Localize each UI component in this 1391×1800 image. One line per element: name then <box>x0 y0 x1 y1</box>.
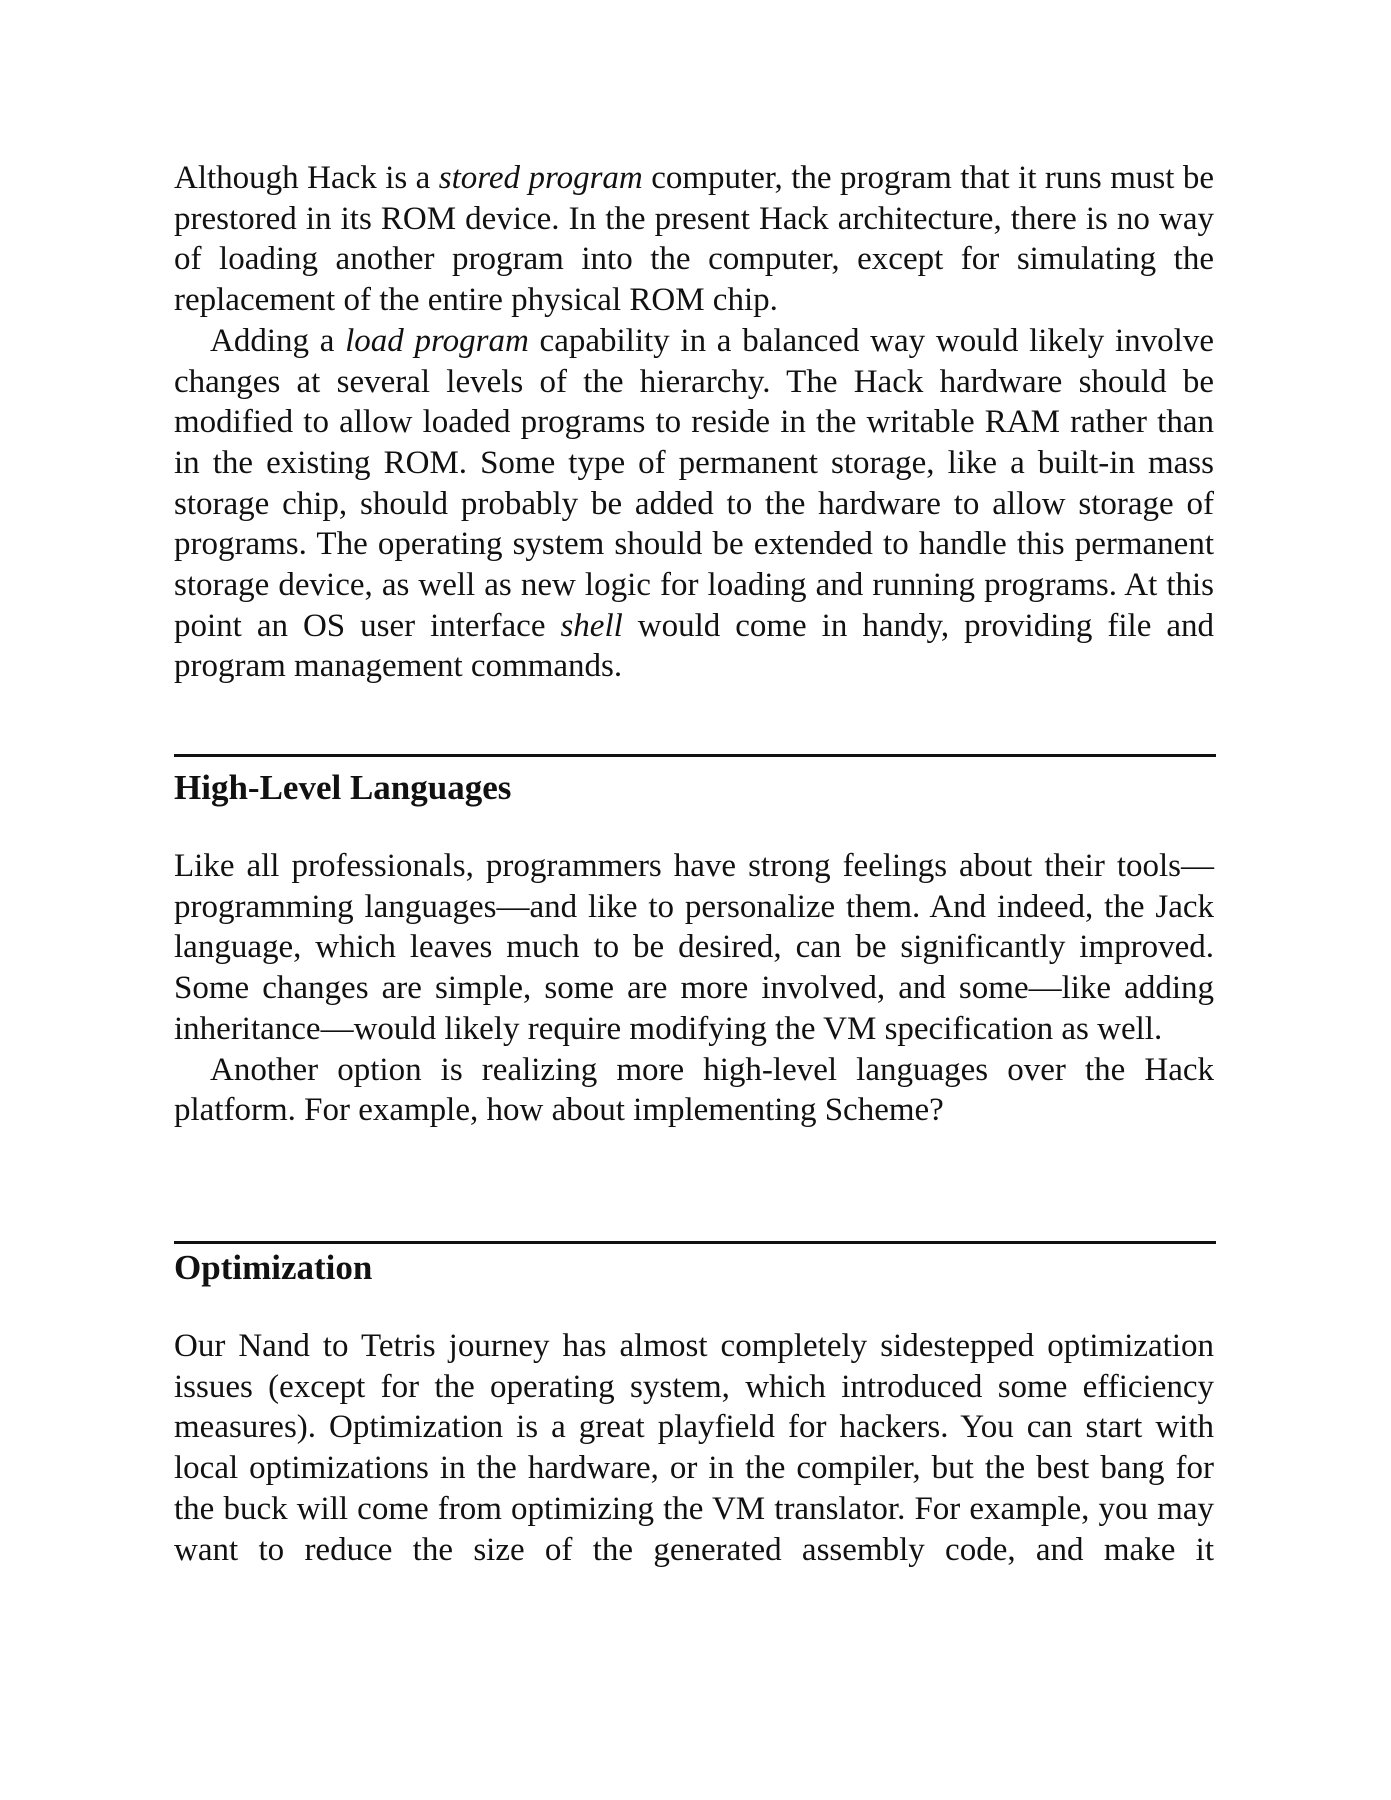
hll-paragraph-2: Another option is realizing more high-level languages over the Hack platform. For example, how about implementing Scheme? <box>174 1051 1214 1129</box>
heading-optimization: Optimization <box>174 1248 373 1287</box>
italic-term-shell: shell <box>560 607 623 644</box>
text-run: Although Hack is a <box>174 160 439 196</box>
italic-term-load-program: load program <box>345 322 529 359</box>
section-divider <box>174 1241 1216 1244</box>
hll-paragraph-1: Like all professionals, programmers have strong feelings about their tools—programming languages—and like to personalize them. And indeed, the Jack language, which leaves much to be desired, can be significantly improved. Some changes are simple, some are more involved, and some—like adding inheritance—would likely require modifying the VM specification as well. <box>174 848 1214 1047</box>
text-run: capability in a balanced way would likely involve changes at several levels of the hierarchy. The Hack hardware should be modified to allow loaded programs to reside in the writable RAM rather than in the existing ROM. Some type of permanent storage, like a built-in mass storage chip, should probably be added to the hardware to allow storage of programs. The operating system should be extended to handle this permanent storage device, as well as new logic for loading and running programs. At this point an OS user interface <box>174 322 1214 644</box>
text-run: computer, the program that it runs must be prestored in its ROM device. In the present Hack architecture, there is no way of loading another program into the computer, except for simulating the replacement of the entire physical ROM chip. <box>174 160 1214 319</box>
optimization-paragraph-1: Our Nand to Tetris journey has almost completely sidestepped optimization issues (except for the operating system, which introduced some efficiency measures). Optimization is a great playfield for hackers. You can start with local optimizations in the hardware, or in the compiler, but the best bang for the buck will come from optimizing the VM translator. For example, you may want to reduce the size of the generated assembly code, and make it <box>174 1328 1214 1568</box>
text-run: would come in handy, providing file and program management commands. <box>174 607 1214 685</box>
intro-section <box>174 158 1214 687</box>
high-level-languages-section <box>174 846 1214 1131</box>
intro-paragraph-2 <box>174 321 1214 687</box>
intro-paragraph-1 <box>174 158 1214 321</box>
section-divider <box>174 754 1216 757</box>
text-run: Adding a <box>210 322 346 359</box>
italic-term-stored-program: stored program <box>438 160 643 196</box>
heading-high-level-languages: High-Level Languages <box>174 768 512 807</box>
optimization-section <box>174 1326 1214 1570</box>
